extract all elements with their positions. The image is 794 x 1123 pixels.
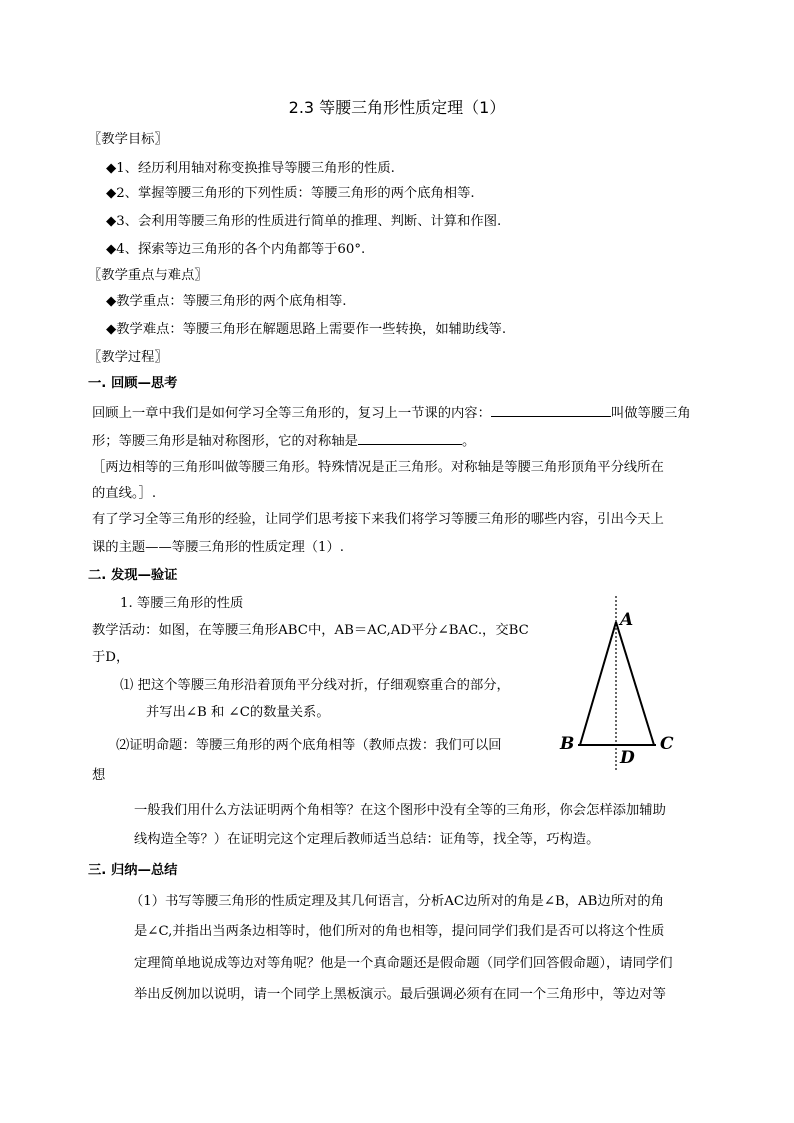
goal-item-4: ◆4、探索等边三角形的各个内角都等于60°. [106, 242, 366, 257]
fill-blank-1[interactable] [491, 402, 611, 417]
section-1-line-2 [92, 430, 475, 452]
goal-item-3: ◆3、会利用等腰三角形的性质进行简单的推理、判断、计算和作图. [106, 214, 502, 229]
section-1-line-2-tail: 。 [461, 434, 476, 449]
question-2-line-2: 想 [92, 768, 106, 783]
isosceles-triangle-figure [550, 592, 690, 780]
vertex-label-a: A [620, 610, 634, 630]
keypoint-item-1: ◆教学重点：等腰三角形的两个底角相等. [106, 294, 347, 309]
goal-item-2: ◆2、掌握等腰三角形的下列性质：等腰三角形的两个底角相等. [106, 186, 475, 201]
section-1-line-3: ［两边相等的三角形叫做等腰三角形。特殊情况是正三角形。对称轴是等腰三角形顶角平分线所在 [92, 460, 664, 475]
point-label-d: D [620, 748, 635, 768]
page-title: 2.3 等腰三角形性质定理（1） [288, 98, 506, 117]
question-1-line-1: ⑴ 把这个等腰三角形沿着顶角平分线对折，仔细观察重合的部分， [120, 678, 510, 693]
section-2-subheading: 1. 等腰三角形的性质 [120, 596, 244, 611]
section-1-line-6: 课的主题——等腰三角形的性质定理（1）. [92, 540, 345, 555]
keypoint-item-2: ◆教学难点：等腰三角形在解题思路上需要作一些转换，如辅助线等. [106, 322, 507, 337]
vertex-label-c: C [660, 734, 674, 754]
section-1-line-4: 的直线。］. [92, 486, 157, 501]
question-1-line-2: 并写出∠B 和 ∠C的数量关系。 [146, 705, 330, 720]
question-2-line-4: 线构造全等？）在证明完这个定理后教师适当总结：证角等，找全等，巧构造。 [134, 832, 600, 847]
section-3-heading: 三. 归纳—总结 [88, 863, 178, 878]
section-1-line-1 [92, 402, 691, 424]
side-ab [580, 622, 616, 745]
section-1-line-1-text: 回顾上一章中我们是如何学习全等三角形的，复习上一节课的内容： [92, 406, 491, 421]
keypoints-heading: 〖教学重点与难点〗 [88, 268, 208, 283]
fill-blank-2[interactable] [358, 430, 462, 445]
question-2-line-1: ⑵证明命题：等腰三角形的两个底角相等（教师点拨：我们可以回 [116, 738, 502, 753]
side-ac [616, 622, 654, 745]
goals-heading: 〖教学目标〗 [88, 132, 168, 147]
section-2-heading: 二. 发现—验证 [88, 568, 178, 583]
section-1-line-1-tail: 叫做等腰三角 [610, 406, 691, 421]
process-heading: 〖教学过程〗 [88, 350, 168, 365]
section-3-line-4: 举出反例加以说明，请一个同学上黑板演示。最后强调必须有在同一个三角形中，等边对等 [134, 987, 666, 1002]
section-1-heading: 一. 回顾—思考 [88, 376, 178, 391]
section-3-line-2: 是∠C,并指出当两条边相等时，他们所对的角也相等，提问同学们我们是否可以将这个性质 [134, 924, 665, 939]
activity-line-2: 于D， [92, 650, 130, 665]
question-2-line-3: 一般我们用什么方法证明两个角相等？在这个图形中没有全等的三角形，你会怎样添加辅助 [134, 803, 666, 818]
vertex-label-b: B [560, 734, 575, 754]
section-3-line-1: （1）书写等腰三角形的性质定理及其几何语言，分析AC边所对的角是∠B，AB边所对的角 [130, 894, 664, 909]
section-3-line-3: 定理简单地说成等边对等角呢？他是一个真命题还是假命题（同学们回答假命题），请同学们 [134, 956, 673, 971]
section-1-line-5: 有了学习全等三角形的经验，让同学们思考接下来我们将学习等腰三角形的哪些内容，引出今天上 [92, 512, 664, 527]
goal-item-1: ◆1、经历利用轴对称变换推导等腰三角形的性质. [106, 161, 395, 176]
activity-line-1: 教学活动：如图，在等腰三角形ABC中，AB＝AC,AD平分∠BAC.，交BC [92, 623, 529, 638]
section-1-line-2-text: 形；等腰三角形是轴对称图形，它的对称轴是 [92, 434, 358, 449]
